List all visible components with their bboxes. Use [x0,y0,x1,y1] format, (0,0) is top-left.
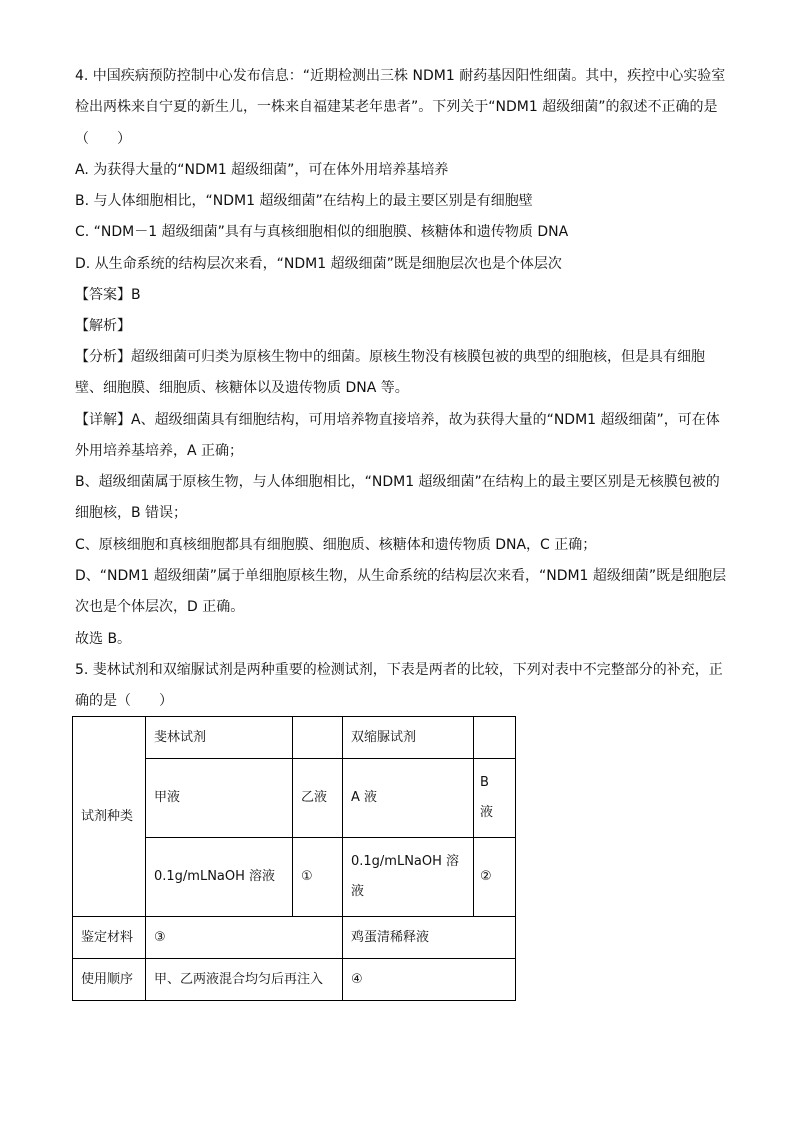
q4-analysis-heading: 【解析】 [75,318,131,334]
q4-stem-line-2: 检出两株来自宁夏的新生儿，一株来自福建某老年患者”。下列关于“NDM1 超级细菌”的叙述不正确的是 [75,99,718,115]
q4-option-a: A. 为获得大量的“NDM1 超级细菌”，可在体外用培养基培养 [75,162,449,178]
q4-detail-line-3: B、超级细菌属于原核生物，与人体细胞相比，“NDM1 超级细菌”在结构上的最主要区别是无核膜包被的 [75,474,720,490]
table-row [73,717,516,759]
cell-solution-a: A 液 [343,759,474,838]
q5-stem-line-2: 确的是（ ） [75,693,173,709]
cell-naoh-biuret [343,838,474,917]
header-fehling-blank [293,717,343,759]
q4-analysis-line-2: 壁、细胞膜、细胞质、核糖体以及遗传物质 DNA 等。 [75,380,409,396]
q4-option-d: D. 从生命系统的结构层次来看，“NDM1 超级细菌”既是细胞层次也是个体层次 [75,256,562,272]
q4-option-c: C. “NDM－1 超级细菌”具有与真核细胞相似的细胞膜、核糖体和遗传物质 DNA [75,224,569,240]
q4-detail-line-6: D、“NDM1 超级细菌”属于单细胞原核生物，从生命系统的结构层次来看，“NDM1 超级细菌”既是细胞层 [75,568,727,584]
cell-solution-b-line-1: B [480,775,489,790]
cell-naoh-fehling: 0.1g/mLNaOH 溶液 [146,838,293,917]
row-header-material: 鉴定材料 [73,917,146,959]
q4-detail-line-1: 【详解】A、超级细菌具有细胞结构，可用培养物直接培养，故为获得大量的“NDM1 超级细菌”，可在体 [75,412,720,428]
row-header-order: 使用顺序 [73,959,146,1001]
q4-analysis-line-1: 【分析】超级细菌可归类为原核生物中的细菌。原核生物没有核膜包被的典型的细胞核，但是具有细胞 [75,349,705,365]
table-row [73,959,516,1001]
cell-naoh-biuret-line-1: 0.1g/mLNaOH 溶 [351,854,460,869]
cell-egg-white: 鸡蛋清稀释液 [343,917,516,959]
cell-blank-4: ④ [343,959,516,1001]
q4-answer: 【答案】B [75,287,141,303]
q5-stem-line-1: 5. 斐林试剂和双缩脲试剂是两种重要的检测试剂，下表是两者的比较，下列对表中不完整部分的补充，正 [75,662,723,678]
q4-detail-line-5: C、原核细胞和真核细胞都具有细胞膜、细胞质、核糖体和遗传物质 DNA，C 正确； [75,537,597,553]
row-header-reagent-kind: 试剂种类 [73,717,146,917]
header-biuret-reagent: 双缩脲试剂 [343,717,474,759]
table-row [73,917,516,959]
reagent-comparison-table [72,716,516,1001]
cell-order-fehling: 甲、乙两液混合均匀后再注入 [146,959,343,1001]
q4-stem-line-3: （ ） [75,131,131,147]
cell-solution-b [474,759,516,838]
cell-solution-yi: 乙液 [293,759,343,838]
header-biuret-blank [474,717,516,759]
cell-solution-jia: 甲液 [146,759,293,838]
q4-conclusion: 故选 B。 [75,631,132,647]
q4-stem-line-1: 4. 中国疾病预防控制中心发布信息：“近期检测出三株 NDM1 耐药基因阳性细菌。其中，疾控中心实验室 [75,68,726,84]
q4-detail-line-4: 细胞核，B 错误； [75,505,188,521]
cell-blank-1: ① [293,838,343,917]
cell-naoh-biuret-line-2: 液 [351,884,365,899]
q4-detail-line-2: 外用培养基培养，A 正确； [75,443,244,459]
cell-solution-b-line-2: 液 [480,805,494,820]
cell-blank-2: ② [474,838,516,917]
q4-detail-line-7: 次也是个体层次，D 正确。 [75,599,245,615]
q4-option-b: B. 与人体细胞相比，“NDM1 超级细菌”在结构上的最主要区别是有细胞壁 [75,193,533,209]
cell-blank-3: ③ [146,917,343,959]
header-fehling-reagent: 斐林试剂 [146,717,293,759]
